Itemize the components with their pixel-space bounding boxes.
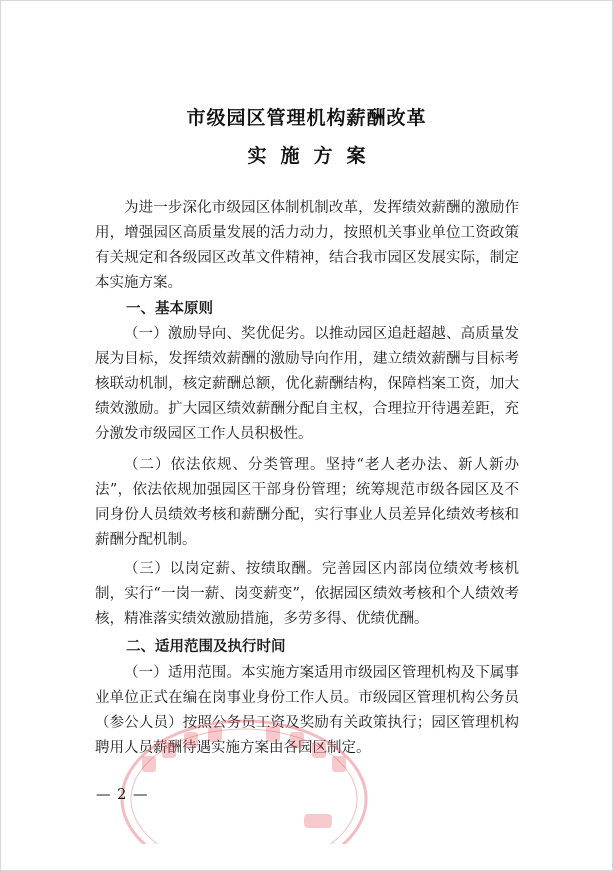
principle-paragraph-1: （一）激励导向、奖优促劣。以推动园区追赶超越、高质量发展为目标，发挥绩效薪酬的激励导向作用，建立绩效薪酬与目标考核联动机制，核定薪酬总额，优化薪酬结构，保障档案工资，加大绩效激励。扩大园区绩效薪酬分配自主权，合理拉开待遇差距，充分激发市级园区工作人员积极性。 — [95, 326, 519, 442]
principle-paragraph-3: （三）以岗定薪、按绩取酬。完善园区内部岗位绩效考核机制，实行“一岗一薪、岗变薪变”，依据园区绩效考核和个人绩效考核，精准落实绩效激励措施，多劳多得、优绩优酬。 — [95, 561, 519, 627]
section-heading-scope-and-timing: 二、适用范围及执行时间 — [126, 639, 286, 655]
principle-paragraph-2: （二）依法依规、分类管理。坚持“老人老办法、新人新办法”，依法依规加强园区干部身份管理；统筹规范市级各园区及不同身份人员绩效考核和薪酬分配，实行事业人员差异化绩效考核和薪酬分配机制。 — [95, 457, 519, 548]
page-number: — 2 — — [96, 787, 149, 803]
intro-paragraph: 为进一步深化市级园区体制机制改革，发挥绩效薪酬的激励作用，增强园区高质量发展的活力动力，按照机关事业单位工资政策有关规定和各级园区改革文件精神，结合我市园区发展实际，制定本实施方案。 — [95, 200, 519, 291]
document-title-line-2: 实施方案 — [247, 145, 380, 167]
scope-paragraph: （一）适用范围。本实施方案适用市级园区管理机构及下属事业单位正式在编在岗事业身份工作人员。市级园区管理机构公务员（参公人员）按照公务员工资及奖励有关政策执行；园区管理机构聘用人员薪酬待遇实施方案由各园区制定。 — [95, 665, 519, 756]
document-title-line-1: 市级园区管理机构薪酬改革 — [186, 107, 427, 129]
section-heading-basic-principles: 一、基本原则 — [126, 301, 213, 317]
